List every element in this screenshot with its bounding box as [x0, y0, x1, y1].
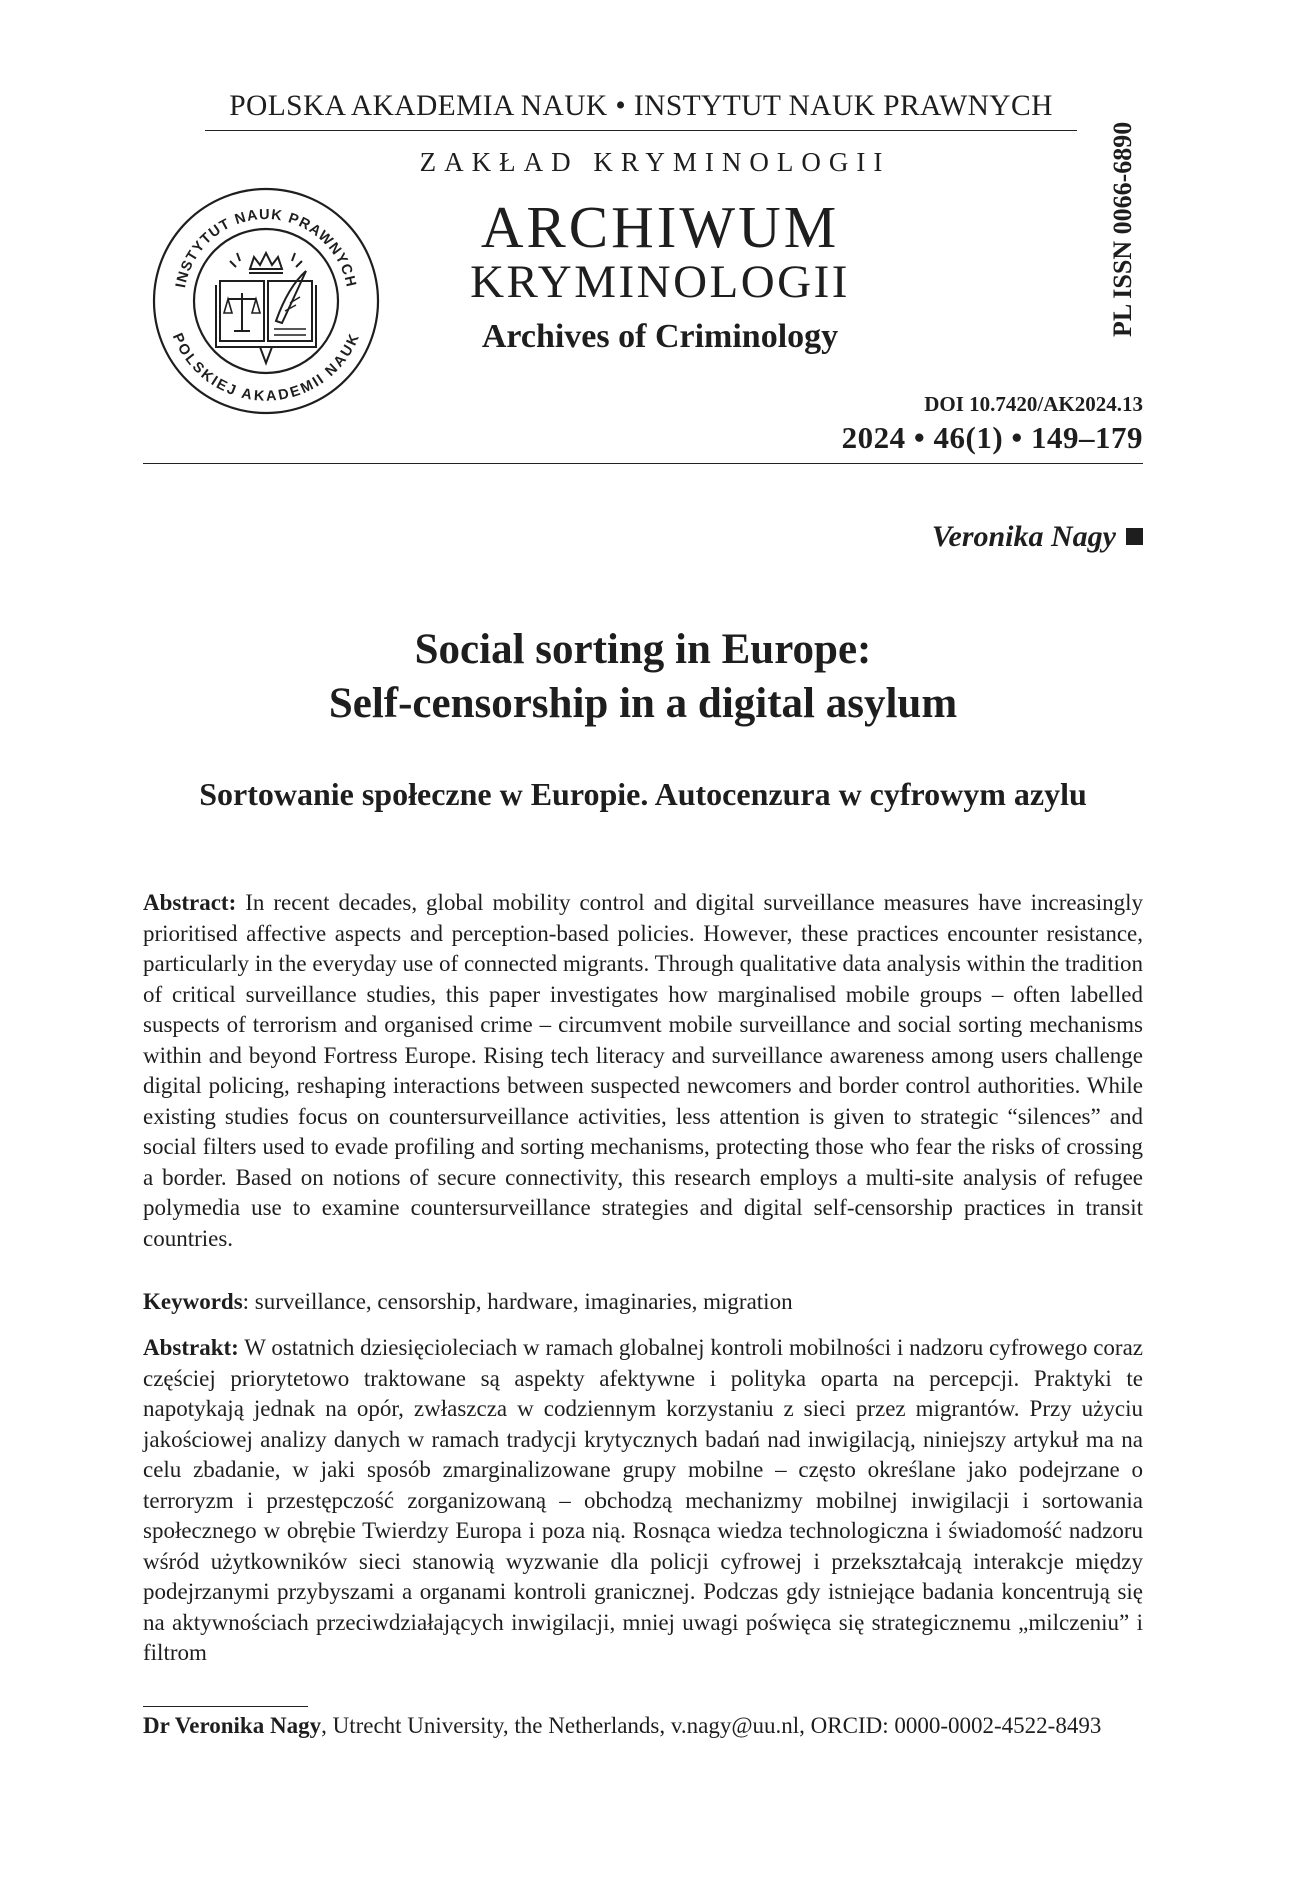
- abstract-polish: [143, 1333, 1143, 1669]
- footnote-author: Dr Veronika Nagy: [143, 1713, 322, 1738]
- seal-top-text: INSTYTUT NAUK PRAWNYCH: [173, 206, 359, 290]
- journal-title-english: Archives of Criminology: [481, 318, 839, 355]
- abstract-label: Abstract:: [143, 890, 237, 915]
- footnote-affiliation: , Utrecht University, the Netherlands, v.nagy@uu.nl, ORCID: 0000-0002-4522-8493: [321, 1713, 1102, 1738]
- department-name: ZAKŁAD KRYMINOLOGII: [419, 147, 891, 177]
- institute-seal-logo: [150, 185, 382, 417]
- author-footnote: [143, 1711, 1143, 1740]
- header-bottom-rule: [143, 463, 1143, 464]
- article-title-line-2: Self-censorship in a digital asylum: [328, 680, 958, 727]
- institution-line: POLSKA AKADEMIA NAUK • INSTYTUT NAUK PRAWNYCH: [229, 90, 1053, 122]
- footnote-rule: [143, 1706, 308, 1707]
- author-name: Veronika Nagy: [931, 520, 1116, 553]
- abstract-text: In recent decades, global mobility control and digital surveillance measures have increasingly prioritised affective aspects and perception-based policies. However, these practices encounter resistance, particularly in the everyday use of connected migrants. Through qualitative data analysis within the tradition of critical surveillance studies, this paper investigates how marginalised mobile groups – often labelled suspects of terrorism and organised crime – circumvent mobile surveillance and social sorting mechanisms within and beyond Fortress Europe. Rising tech literacy and surveillance awareness among users challenge digital policing, reshaping interactions between suspected newcomers and border control authorities. While existing studies focus on countersurveillance activities, less attention is given to strategic “silences” and social filters used to evade profiling and sorting mechanisms, protecting those who fear the risks of crossing a border. Based on notions of secure connectivity, this research employs a multi-site analysis of refugee polymedia use to examine countersurveillance strategies and digital self-censorship practices in transit countries.: [143, 890, 1143, 1251]
- header-rule: [205, 130, 1077, 131]
- issn: PL ISSN 0066-6890: [1108, 121, 1137, 337]
- square-marker-icon: [1126, 528, 1143, 545]
- svg-text:POLSKIEJ AKADEMII NAUK: [169, 331, 363, 405]
- keywords: [143, 1287, 1143, 1317]
- abstrakt-label: Abstrakt:: [143, 1335, 239, 1360]
- article-author: [932, 520, 1143, 554]
- article-title-line-1: Social sorting in Europe:: [414, 626, 872, 673]
- abstract: [143, 888, 1143, 1254]
- journal-title: ARCHIWUM: [480, 194, 840, 260]
- doi: DOI 10.7420/AK2024.13: [924, 392, 1143, 416]
- abstrakt-text: W ostatnich dziesięcioleciach w ramach globalnej kontroli mobilności i nadzoru cyfrowego coraz częściej priorytetowo traktowane są aspekty afektywne i polityka oparta na percepcji. Praktyki te napotykają jednak na opór, zwłaszcza w codziennym korzystaniu z sieci przez migrantów. Przy użyciu jakościowej analizy danych w ramach tradycji krytycznych badań nad inwigilacją, niniejszy artykuł ma na celu zbadanie, w jaki sposób zmarginalizowane grupy mobilne – często określane jako podejrzane o terroryzm i przestępczość zorganizowaną – obchodzą mechanizmy mobilnej inwigilacji i sortowania społecznego w obrębie Twierdzy Europa i poza nią. Rosnąca wiedza technologiczna i świadomość nadzoru wśród użytkowników sieci stanowią wyzwanie dla policji cyfrowej i przekształcają interakcje między podejrzanymi przybyszami a organami kontroli granicznej. Podczas gdy istniejące badania koncentrują się na aktywnościach przeciwdziałających inwigilacji, mniej uwagi poświęca się strategicznemu „milczeniu” i filtrom: [143, 1335, 1143, 1665]
- keywords-label: Keywords: [143, 1289, 243, 1314]
- seal-bottom-text: POLSKIEJ AKADEMII NAUK: [168, 330, 364, 405]
- issue-info: 2024 • 46(1) • 149–179: [841, 420, 1143, 455]
- svg-text:INSTYTUT NAUK PRAWNYCH: [173, 207, 359, 289]
- journal-title-second-line: KRYMINOLOGII: [470, 256, 850, 308]
- article-title-polish: Sortowanie społeczne w Europie. Autocenzura w cyfrowym azylu: [199, 776, 1087, 812]
- keywords-text: : surveillance, censorship, hardware, imaginaries, migration: [242, 1289, 793, 1314]
- article-title: [143, 623, 1143, 731]
